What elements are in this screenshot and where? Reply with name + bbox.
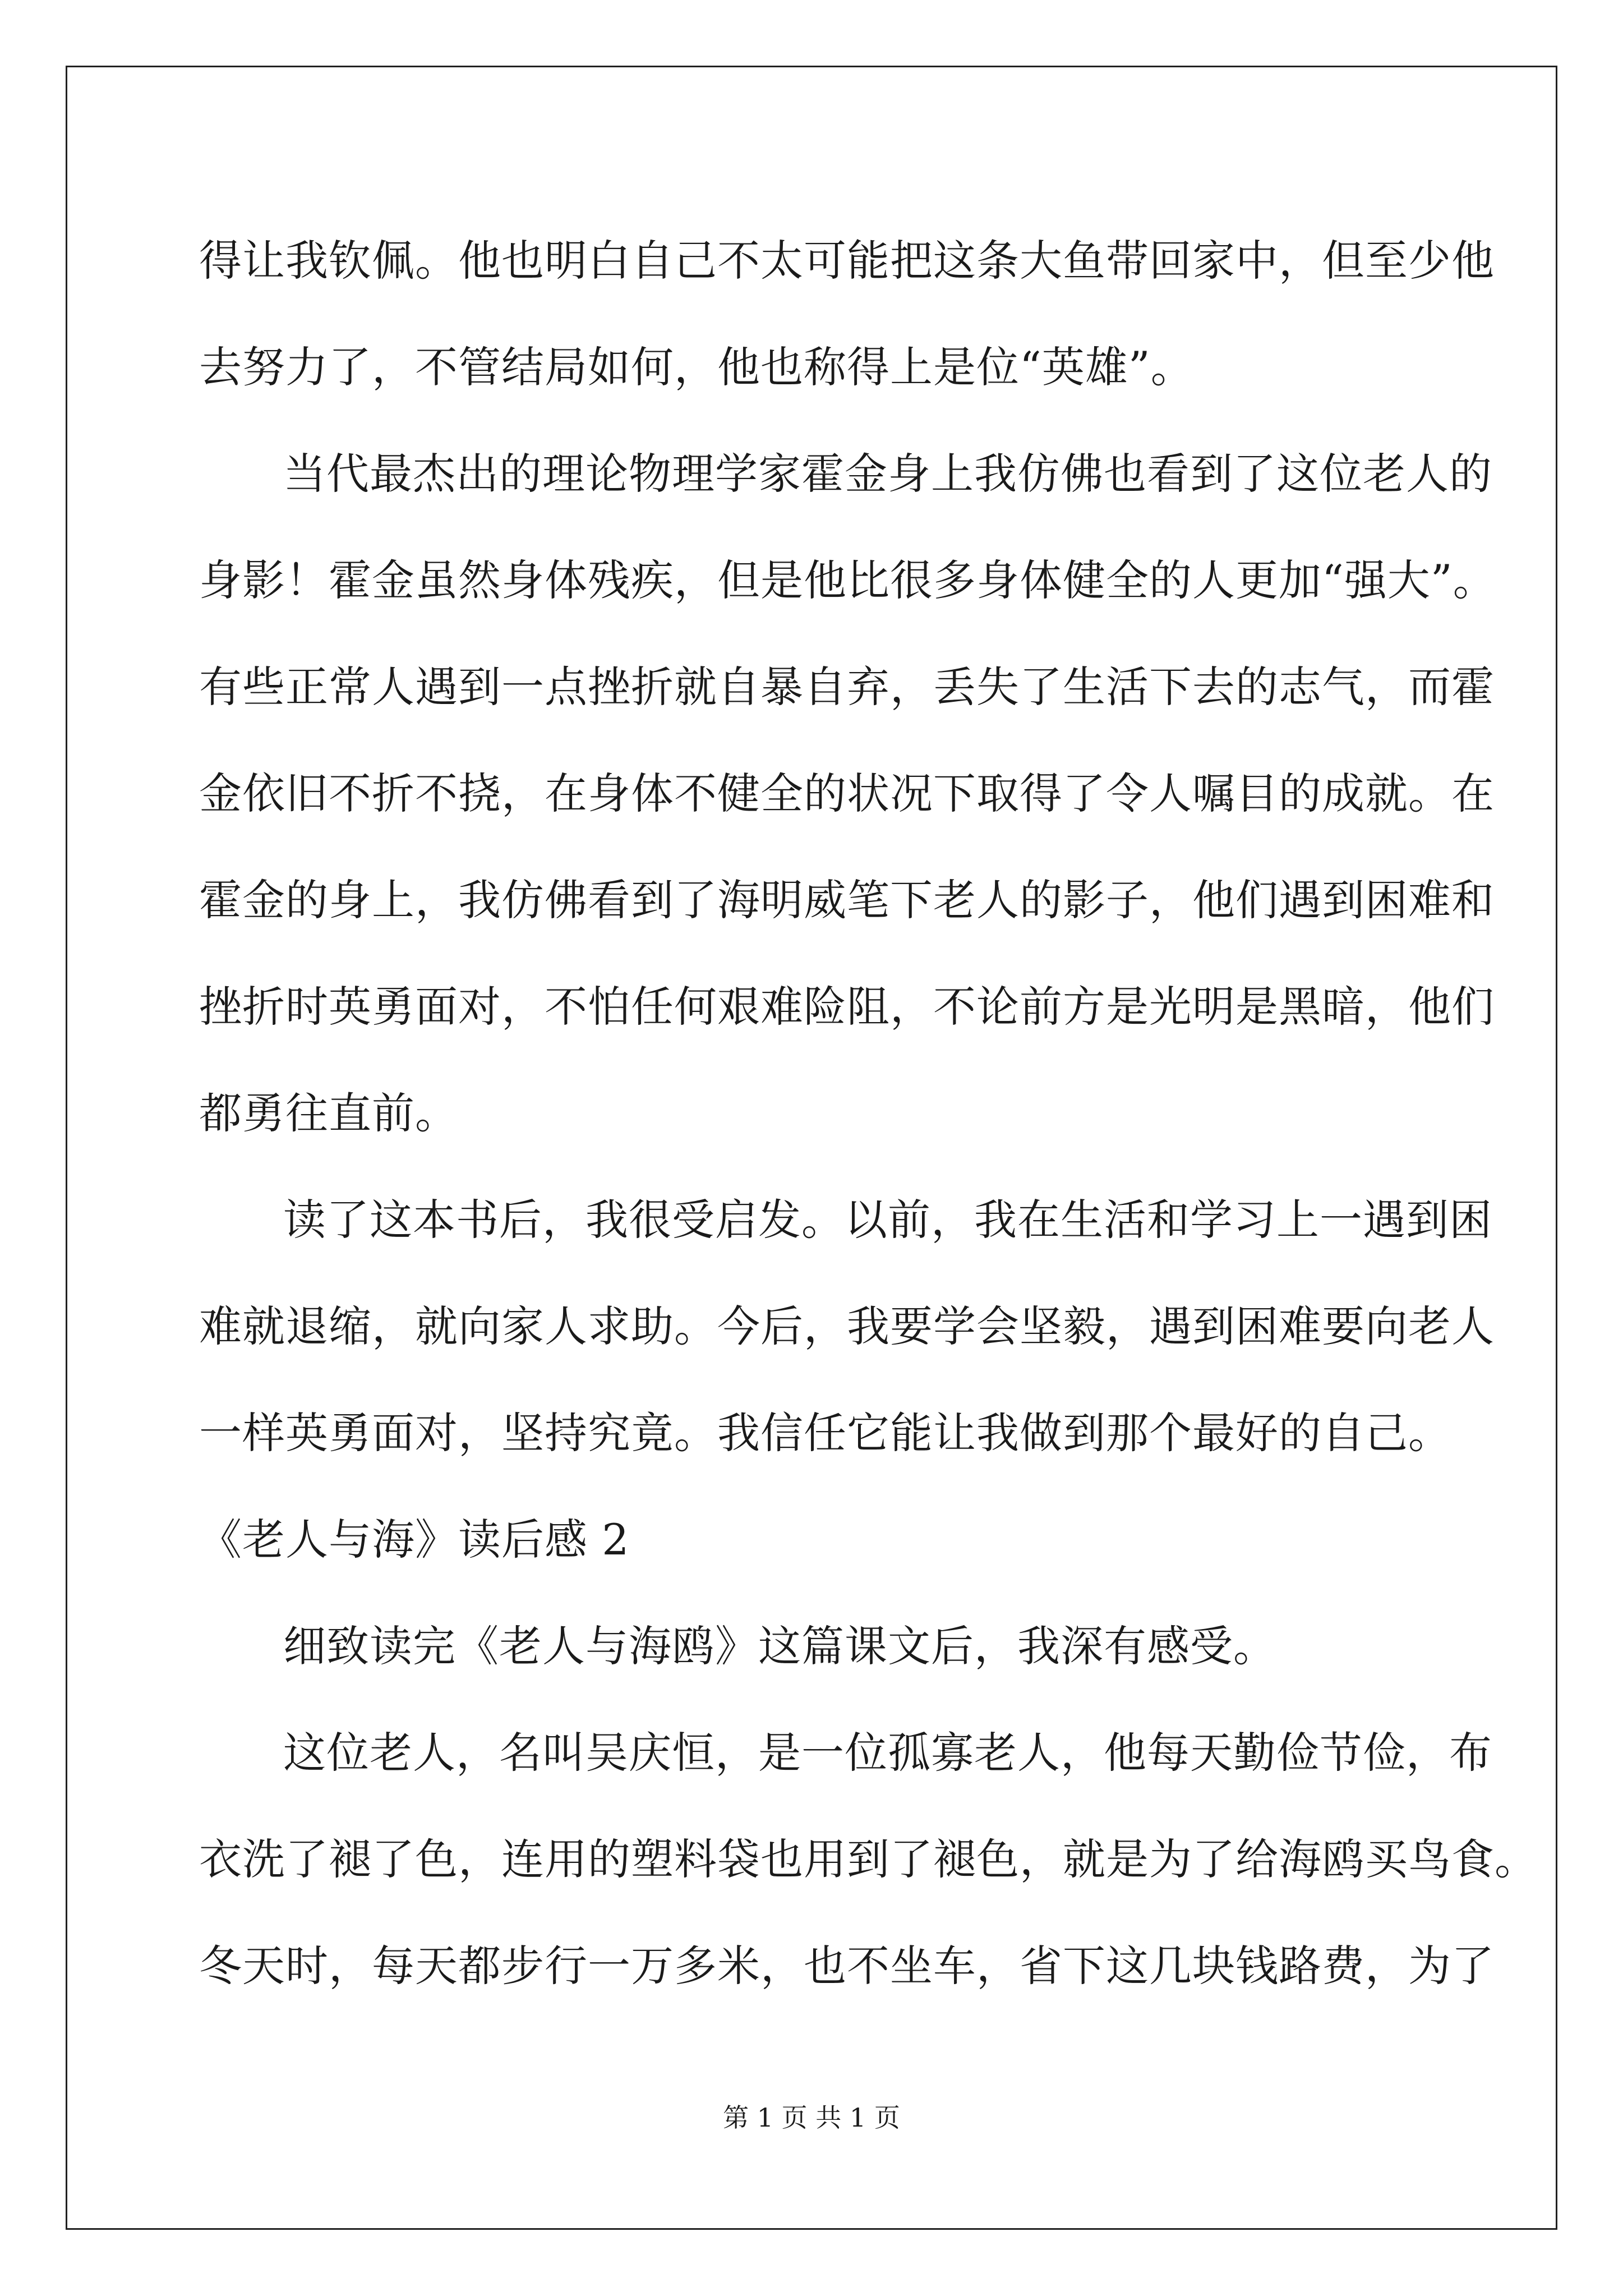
body-line-4: 身影！霍金虽然身体残疾，但是他比很多身体健全的人更加“强大”。: [199, 555, 1496, 605]
body-line-14: 细致读完《老人与海鸥》这篇课文后，我深有感受。: [283, 1621, 1276, 1671]
body-line-12: 一样英勇面对，坚持究竟。我信任它能让我做到那个最好的自己。: [199, 1408, 1451, 1458]
body-line-7: 霍金的身上，我仿佛看到了海明威笔下老人的影子，他们遇到困难和: [199, 875, 1495, 925]
body-line-15: 这位老人，名叫吴庆恒，是一位孤寡老人，他每天勤俭节俭，布: [283, 1728, 1492, 1778]
body-line-16: 衣洗了褪了色，连用的塑料袋也用到了褪色，就是为了给海鸥买鸟食。: [199, 1834, 1538, 1884]
section-heading: 《老人与海》读后感 2: [199, 1515, 630, 1565]
body-line-10: 读了这本书后，我很受启发。以前，我在生活和学习上一遇到困: [283, 1195, 1492, 1245]
body-line-9: 都勇往直前。: [199, 1088, 458, 1138]
body-line-17: 冬天时，每天都步行一万多米，也不坐车，省下这几块钱路费，为了: [199, 1941, 1495, 1991]
body-line-6: 金依旧不折不挠，在身体不健全的状况下取得了令人嘱目的成就。在: [199, 769, 1495, 818]
body-line-1: 得让我钦佩。他也明白自己不太可能把这条大鱼带回家中，但至少他: [199, 236, 1495, 286]
body-line-8: 挫折时英勇面对，不怕任何艰难险阻，不论前方是光明是黑暗，他们: [199, 982, 1495, 1032]
body-line-3: 当代最杰出的理论物理学家霍金身上我仿佛也看到了这位老人的: [283, 449, 1492, 499]
body-line-11: 难就退缩，就向家人求助。今后，我要学会坚毅，遇到困难要向老人: [199, 1301, 1495, 1351]
body-line-5: 有些正常人遇到一点挫折就自暴自弃，丢失了生活下去的志气，而霍: [199, 662, 1495, 712]
body-line-2: 去努力了，不管结局如何，他也称得上是位“英雄”。: [199, 342, 1194, 392]
page-number-footer: 第 1 页 共 1 页: [723, 2102, 900, 2133]
document-body: [199, 208, 1538, 2019]
